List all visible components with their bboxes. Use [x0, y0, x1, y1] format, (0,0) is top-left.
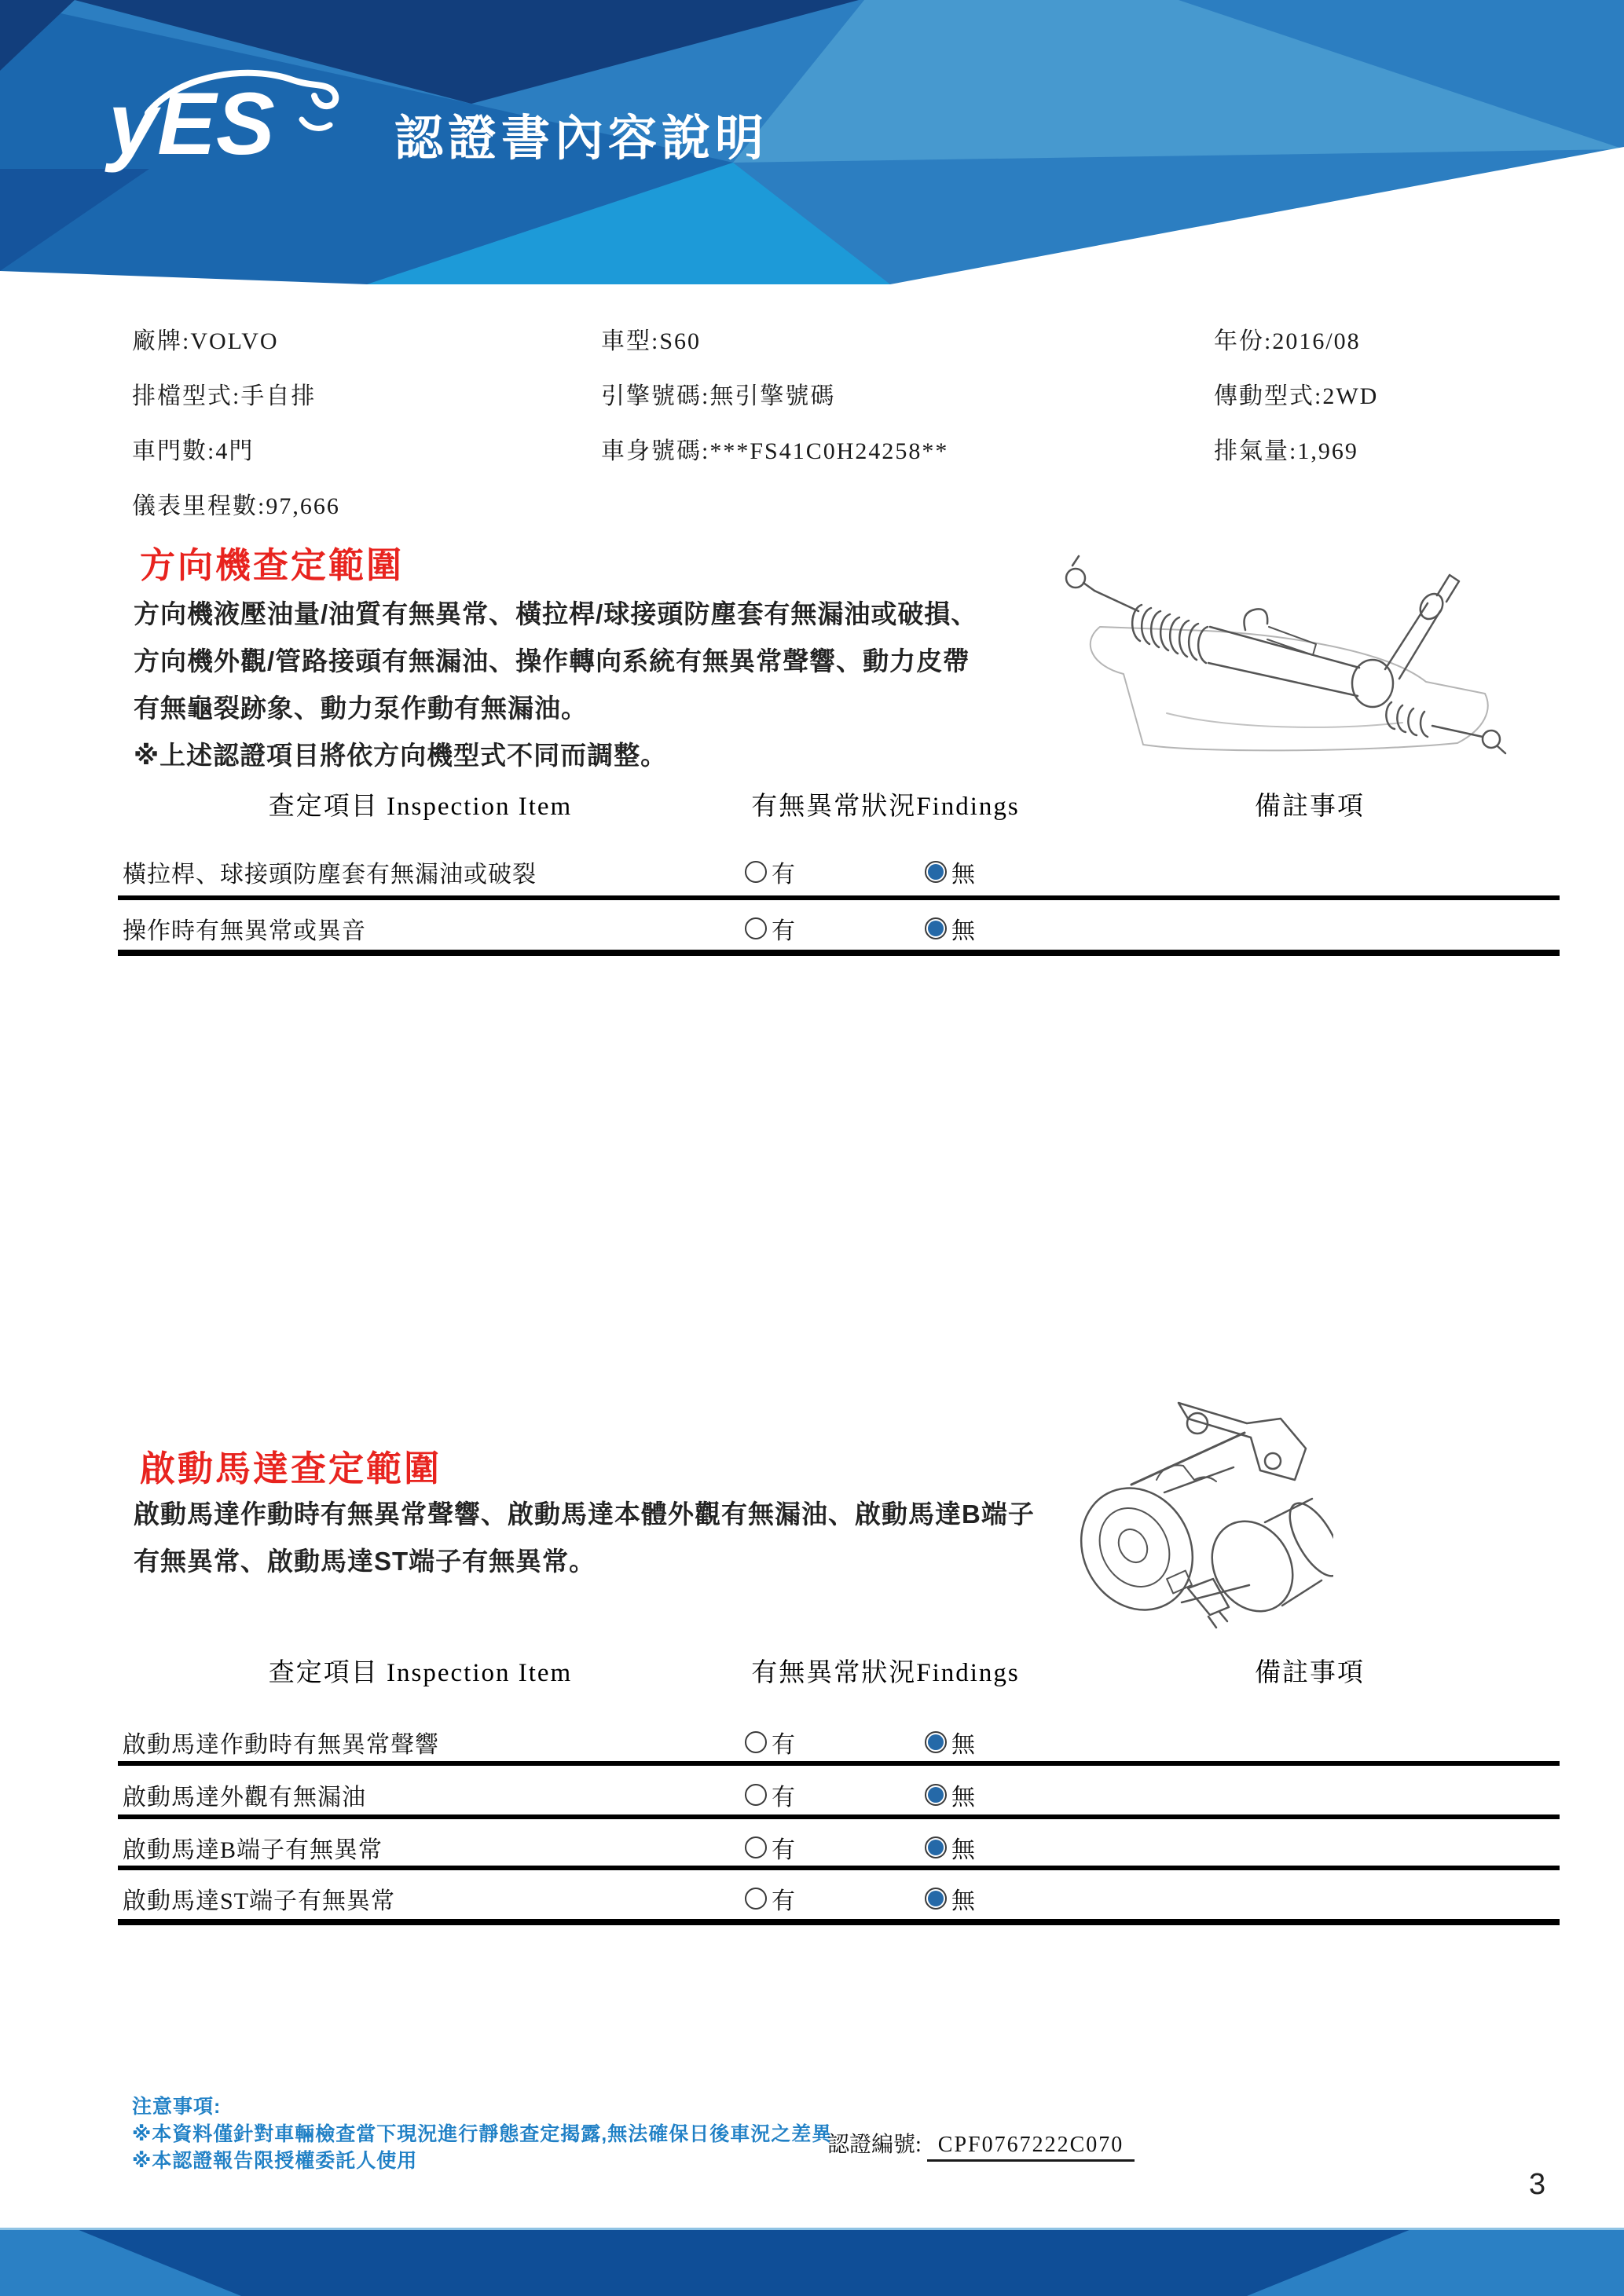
- description-line: 方向機液壓油量/油質有無異常、橫拉桿/球接頭防塵套有無漏油或破損、: [134, 599, 978, 628]
- col-header-remarks: 備註事項: [1255, 1659, 1365, 1687]
- info-drivetrain: 傳動型式:2WD: [1214, 383, 1379, 409]
- section-starter-title: 啟動馬達查定範圍: [140, 1448, 442, 1489]
- table-row: [0, 1725, 1624, 1760]
- header-banner: [0, 0, 1624, 284]
- table-row: [0, 1830, 1624, 1865]
- radio-yes[interactable]: [745, 1725, 795, 1760]
- radio-yes-label: 有: [772, 1732, 795, 1758]
- description-line: 啟動馬達作動時有無異常聲響、啟動馬達本體外觀有無漏油、啟動馬達B端子: [134, 1500, 1035, 1529]
- radio-no-label: 無: [951, 862, 975, 888]
- section-starter-description: [134, 1491, 1035, 1585]
- inspection-item-label: 啟動馬達外觀有無漏油: [123, 1785, 366, 1811]
- vehicle-info-column-1: [132, 314, 340, 534]
- description-line: 有無異常、啟動馬達ST端子有無異常。: [134, 1547, 596, 1576]
- info-model: 車型:S60: [601, 328, 702, 354]
- radio-no-circle[interactable]: [925, 861, 947, 883]
- description-line: ※上述認證項目將依方向機型式不同而調整。: [134, 741, 668, 770]
- description-line: 方向機外觀/管路接頭有無漏油、操作轉向系統有無異常聲響、動力皮帶: [134, 646, 970, 676]
- radio-yes-label: 有: [772, 862, 795, 888]
- page-title: 認證書內容說明: [394, 112, 769, 166]
- table-divider: [118, 1866, 1560, 1870]
- radio-yes[interactable]: [745, 1778, 795, 1812]
- inspection-item-label: 啟動馬達ST端子有無異常: [123, 1888, 396, 1914]
- radio-yes-circle[interactable]: [745, 1836, 767, 1858]
- table-bottom-border: [118, 1919, 1560, 1925]
- info-year: 年份:2016/08: [1214, 328, 1361, 354]
- radio-yes-circle[interactable]: [745, 1888, 767, 1910]
- info-mileage: 儀表里程數:97,666: [132, 493, 340, 519]
- notice-line: ※本認證報告限授權委託人使用: [132, 2150, 418, 2172]
- page-number: 3: [1529, 2168, 1546, 2201]
- info-vin: 車身號碼:***FS41C0H24258**: [601, 438, 949, 464]
- logo-text: yES: [108, 75, 275, 173]
- radio-yes-label: 有: [772, 1888, 795, 1914]
- col-header-remarks: 備註事項: [1255, 793, 1365, 821]
- col-header-findings: 有無異常狀況Findings: [751, 1659, 1020, 1687]
- radio-yes-circle[interactable]: [745, 917, 767, 939]
- radio-no-circle[interactable]: [925, 1888, 947, 1910]
- info-displacement: 排氣量:1,969: [1214, 438, 1358, 464]
- section-steering-description: [134, 591, 977, 779]
- table-row: [0, 1881, 1624, 1916]
- radio-no-label: 無: [951, 1785, 975, 1811]
- footer-banner: [0, 2228, 1624, 2296]
- table-row: [0, 911, 1624, 946]
- info-doors: 車門數:4門: [132, 438, 255, 464]
- notice-title: 注意事項:: [132, 2096, 222, 2118]
- radio-no-label: 無: [951, 1837, 975, 1863]
- radio-yes-circle[interactable]: [745, 1784, 767, 1806]
- info-engine-number: 引擎號碼:無引擎號碼: [601, 383, 836, 409]
- radio-no-circle[interactable]: [925, 1731, 947, 1753]
- radio-no-circle[interactable]: [925, 917, 947, 939]
- yes-logo: [101, 58, 376, 176]
- radio-no[interactable]: [925, 1778, 975, 1812]
- radio-yes[interactable]: [745, 855, 795, 889]
- radio-yes-label: 有: [772, 1785, 795, 1811]
- steering-rack-illustration: [1049, 548, 1512, 756]
- certificate-number-label: 認證編號:: [827, 2133, 922, 2157]
- radio-yes-circle[interactable]: [745, 861, 767, 883]
- certificate-number-row: [827, 2127, 1135, 2162]
- radio-no[interactable]: [925, 1881, 975, 1916]
- certificate-number-value: CPF0767222C070: [927, 2133, 1135, 2162]
- inspection-item-label: 啟動馬達B端子有無異常: [123, 1837, 383, 1863]
- col-header-item: 查定項目 Inspection Item: [268, 1659, 573, 1687]
- table1-header-row: [0, 785, 1624, 820]
- radio-yes[interactable]: [745, 1830, 795, 1865]
- logo-wheel-swoosh: [302, 119, 330, 128]
- radio-yes[interactable]: [745, 911, 795, 946]
- radio-no-label: 無: [951, 1888, 975, 1914]
- inspection-item-label: 操作時有無異常或異音: [123, 918, 366, 944]
- col-header-findings: 有無異常狀況Findings: [751, 793, 1020, 821]
- radio-no-label: 無: [951, 918, 975, 944]
- table2-header-row: [0, 1652, 1624, 1686]
- inspection-item-label: 橫拉桿、球接頭防塵套有無漏油或破裂: [123, 862, 537, 888]
- radio-yes[interactable]: [745, 1881, 795, 1916]
- radio-no[interactable]: [925, 855, 975, 889]
- table-bottom-border: [118, 950, 1560, 956]
- info-transmission: 排檔型式:手自排: [132, 383, 317, 409]
- radio-no[interactable]: [925, 1725, 975, 1760]
- table-divider: [118, 1814, 1560, 1819]
- starter-motor-illustration: [1062, 1392, 1333, 1643]
- notice-line: ※本資料僅針對車輛檢查當下現況進行靜態查定揭露,無法確保日後車況之差異: [132, 2123, 833, 2145]
- vehicle-info-column-2: [601, 314, 948, 479]
- radio-no-label: 無: [951, 1732, 975, 1758]
- radio-yes-circle[interactable]: [745, 1731, 767, 1753]
- table-row: [0, 1778, 1624, 1812]
- table-row: [0, 855, 1624, 889]
- table-divider: [118, 1761, 1560, 1766]
- radio-no-circle[interactable]: [925, 1836, 947, 1858]
- description-line: 有無龜裂跡象、動力泵作動有無漏油。: [134, 694, 588, 723]
- vehicle-info-column-3: [1214, 314, 1378, 479]
- table-divider: [118, 895, 1560, 900]
- inspection-item-label: 啟動馬達作動時有無異常聲響: [123, 1732, 439, 1758]
- col-header-item: 查定項目 Inspection Item: [268, 793, 573, 821]
- radio-yes-label: 有: [772, 1837, 795, 1863]
- radio-yes-label: 有: [772, 918, 795, 944]
- info-brand: 廠牌:VOLVO: [132, 328, 279, 354]
- section-steering-title: 方向機查定範圍: [140, 545, 405, 585]
- radio-no[interactable]: [925, 1830, 975, 1865]
- radio-no-circle[interactable]: [925, 1784, 947, 1806]
- radio-no[interactable]: [925, 911, 975, 946]
